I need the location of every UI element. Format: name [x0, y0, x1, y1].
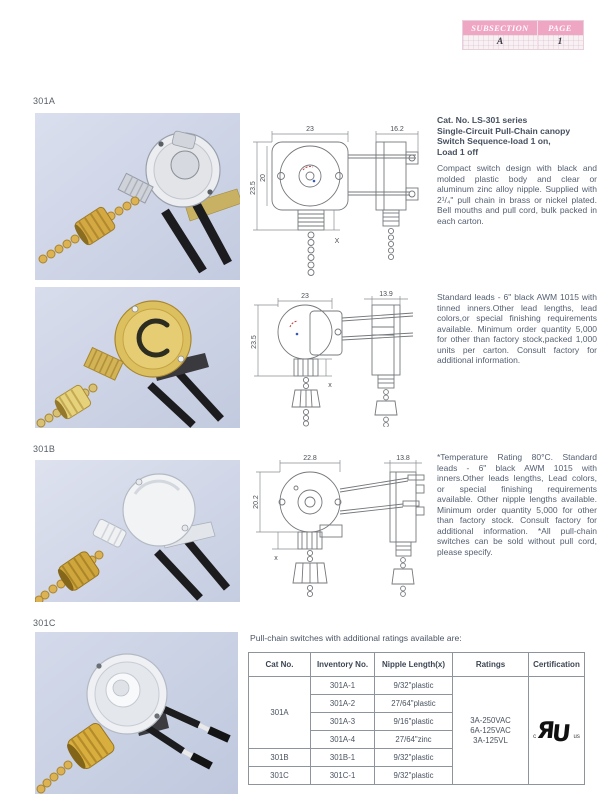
description-row2	[437, 292, 597, 366]
section-label-301a: 301A	[33, 96, 56, 106]
inventory-cell: 301A-2	[311, 695, 375, 713]
desc-heading-line: Single-Circuit Pull-Chain canopy	[437, 125, 571, 136]
page-value-row	[463, 35, 583, 49]
ul-recognized-mark	[529, 717, 584, 747]
dim-height-outer: 23.5	[250, 181, 257, 195]
dim-width: 23	[306, 126, 314, 133]
nipple-cell: 9/32"plastic	[375, 749, 453, 767]
nipple-cell: 27/64"plastic	[375, 695, 453, 713]
product-photo-brass	[35, 287, 240, 428]
certification-cell	[529, 677, 585, 785]
rating-value: 3A-125VL	[473, 735, 508, 745]
dim-height: 23.5	[251, 335, 258, 349]
dim-height-inner: 20	[260, 174, 267, 182]
section-label-301c: 301C	[33, 618, 56, 628]
dim-nipple: x	[328, 382, 332, 389]
rating-value: 6A-125VAC	[470, 725, 511, 735]
page-header-row	[463, 21, 583, 35]
dim-side-width: 13.9	[379, 291, 393, 298]
dimension-drawing-301b	[250, 447, 435, 599]
inventory-cell: 301B-1	[311, 749, 375, 767]
page-label: PAGE	[548, 23, 572, 33]
dim-nipple: X	[334, 238, 340, 245]
inventory-cell: 301A-3	[311, 713, 375, 731]
nipple-cell: 27/64"zinc	[375, 731, 453, 749]
ul-u-glyph: U	[550, 720, 572, 747]
col-inventory-no: Inventory No.	[311, 653, 375, 677]
dim-side-width: 16.2	[390, 126, 404, 133]
col-cat-no: Cat No.	[249, 653, 311, 677]
table-intro-text: Pull-chain switches with additional ratings available are:	[250, 633, 462, 643]
ratings-table	[248, 652, 585, 785]
dimension-drawing-row2	[250, 287, 425, 427]
inventory-cell: 301A-4	[311, 731, 375, 749]
desc-body: *Temperature Rating 80°C. Standard leads - 6" black AWM 1015 with inners.Other leads lengths, Lead colors, or special finishing requirements available. Other nipple lengths available. Minimum order quantity 5,000 for other than factory stock. Consult factory for additional information. *All pull-chain switches can be sold without pull cord, please specify.	[437, 452, 597, 557]
ul-us-sub: us	[573, 733, 580, 740]
table-header-row	[249, 653, 585, 677]
rating-value: 3A-250VAC	[470, 715, 511, 725]
product-photo-301c	[35, 632, 238, 794]
page-value: 1	[557, 37, 563, 47]
nipple-cell: 9/16"plastic	[375, 713, 453, 731]
inventory-cell: 301A-1	[311, 677, 375, 695]
product-photo-301b	[35, 460, 240, 602]
col-ratings: Ratings	[453, 653, 529, 677]
col-nipple-length: Nipple Length(x)	[375, 653, 453, 677]
cat-301b: 301B	[249, 749, 311, 767]
dim-width: 23	[301, 293, 309, 300]
inventory-cell: 301C-1	[311, 767, 375, 785]
col-certification: Certification	[529, 653, 585, 677]
dim-nipple: x	[274, 555, 278, 562]
desc-heading-line: Load 1 off	[437, 146, 479, 157]
subsection-label: SUBSECTION	[463, 21, 538, 35]
dim-width: 22.8	[303, 455, 317, 462]
dim-height: 20.2	[253, 495, 260, 509]
page-header-table	[462, 20, 584, 50]
desc-body: Standard leads - 6" black AWM 1015 with tinned inners.Other lead lengths, lead colors,or special finishing requirements available. Minimum order quantity 5,000 for other than factory stock,packed 1,000 units per carton. Consult factory for additional information.	[437, 292, 597, 365]
section-label-301b: 301B	[33, 444, 56, 454]
product-photo-301a	[35, 113, 240, 280]
desc-body: Compact switch design with black and molded plastic body and clear or aluminum zinc alloy nipple. Supplied with 2¹/₄" pull chain in brass or nickel plated. Bell mouths and pull cord, bulk packed in each carton.	[437, 163, 597, 226]
desc-heading-line: Switch Sequence-load 1 on,	[437, 136, 551, 147]
ratings-cell	[453, 677, 529, 785]
nipple-cell: 9/32"plastic	[375, 767, 453, 785]
cat-301c: 301C	[249, 767, 311, 785]
table-row	[249, 677, 585, 695]
ul-reversed-r: Я	[535, 717, 555, 744]
subsection-value: A	[463, 35, 538, 49]
ul-canada-sub: c	[533, 733, 537, 740]
nipple-cell: 9/32"plastic	[375, 677, 453, 695]
dim-side-width: 13.8	[396, 455, 410, 462]
dimension-drawing-301a	[248, 112, 433, 282]
description-301b	[437, 452, 597, 557]
cat-301a: 301A	[249, 677, 311, 749]
description-301a	[437, 115, 597, 226]
desc-heading-line: Cat. No. LS-301 series	[437, 115, 528, 125]
